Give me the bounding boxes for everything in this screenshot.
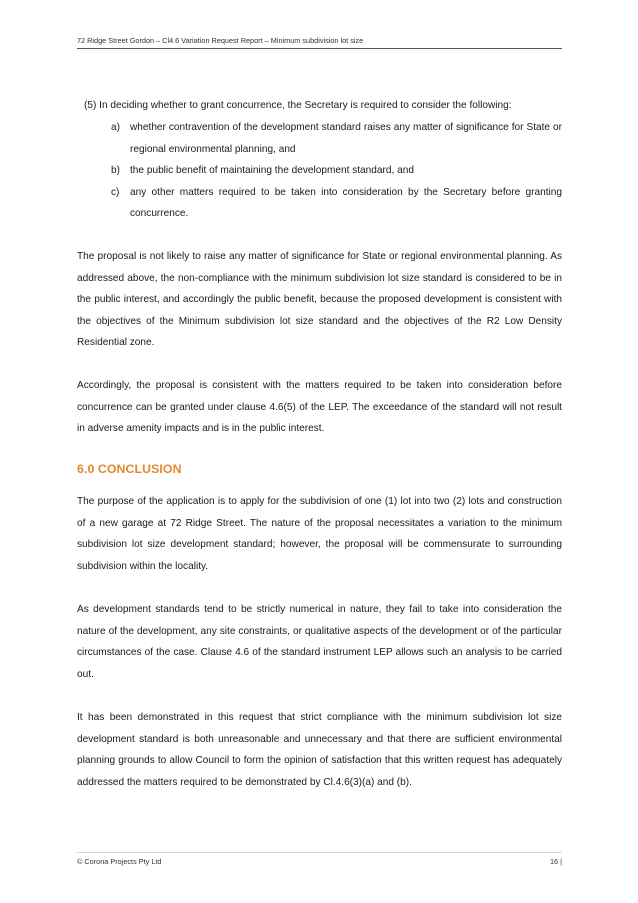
running-header: 72 Ridge Street Gordon – Cl4.6 Variation Request Report – Minimum subdivision lot size [77, 36, 562, 49]
page-number: 16 | [549, 857, 562, 866]
list-item-letter: a) [111, 122, 120, 133]
list-item-letter: c) [111, 186, 120, 198]
page-footer [77, 852, 562, 866]
conclusion-paragraph-demonstrated: It has been demonstrated in this request that strict compliance with the minimum subdivision lot size development standard is both unreasonable and unnecessary and that there are sufficient environmental planning grounds to allow Council to form the opinion of satisfaction that this written request has adequately addressed the matters required to be demonstrated by Cl.4.6(3)(a) and (b). [77, 712, 562, 788]
list-item-text: the public benefit of maintaining the development standard, and [130, 165, 414, 177]
list-item-text: any other matters required to be taken into consideration by the Secretary before granting concurrence. [130, 186, 562, 220]
list-item [111, 182, 562, 225]
considerations-list [111, 117, 562, 225]
footer-copyright: © Corona Projects Pty Ltd [77, 857, 162, 866]
paragraph-public-interest: The proposal is not likely to raise any matter of significance for State or regional environmental planning. As addressed above, the non-compliance with the minimum subdivision lot size standard is considered to be in the public interest, and accordingly the public benefit, because the proposed development is consistent with the objectives of the Minimum subdivision lot size standard and the objectives of the R2 Low Density Residential zone. [77, 251, 562, 349]
paragraph-concurrence: Accordingly, the proposal is consistent with the matters required to be taken into consideration before concurrence can be granted under clause 4.6(5) of the LEP. The exceedance of the standard will not result in adverse amenity impacts and is in the public interest. [77, 380, 562, 435]
section-5-intro: (5) In deciding whether to grant concurrence, the Secretary is required to consider the following: [84, 100, 512, 111]
list-item [111, 160, 562, 182]
list-item-letter: b) [111, 165, 120, 177]
conclusion-paragraph-purpose: The purpose of the application is to apply for the subdivision of one (1) lot into two (2) lots and construction of a new garage at 72 Ridge Street. The nature of the proposal necessitates a variation to the minimum subdivision lot size development standard; however, the proposal will be commensurate to surrounding subdivision within the locality. [77, 496, 562, 572]
conclusion-paragraph-standards: As development standards tend to be strictly numerical in nature, they fail to take into consideration the nature of the development, any site constraints, or qualitative aspects of the development or of the particular circumstances of the case. Clause 4.6 of the standard instrument LEP allows such an analysis to be carried out. [77, 604, 562, 680]
conclusion-heading: 6.0 CONCLUSION [77, 462, 182, 476]
list-item [111, 117, 562, 160]
list-item-text: whether contravention of the development standard raises any matter of significance for State or regional environmental planning, and [130, 122, 562, 155]
